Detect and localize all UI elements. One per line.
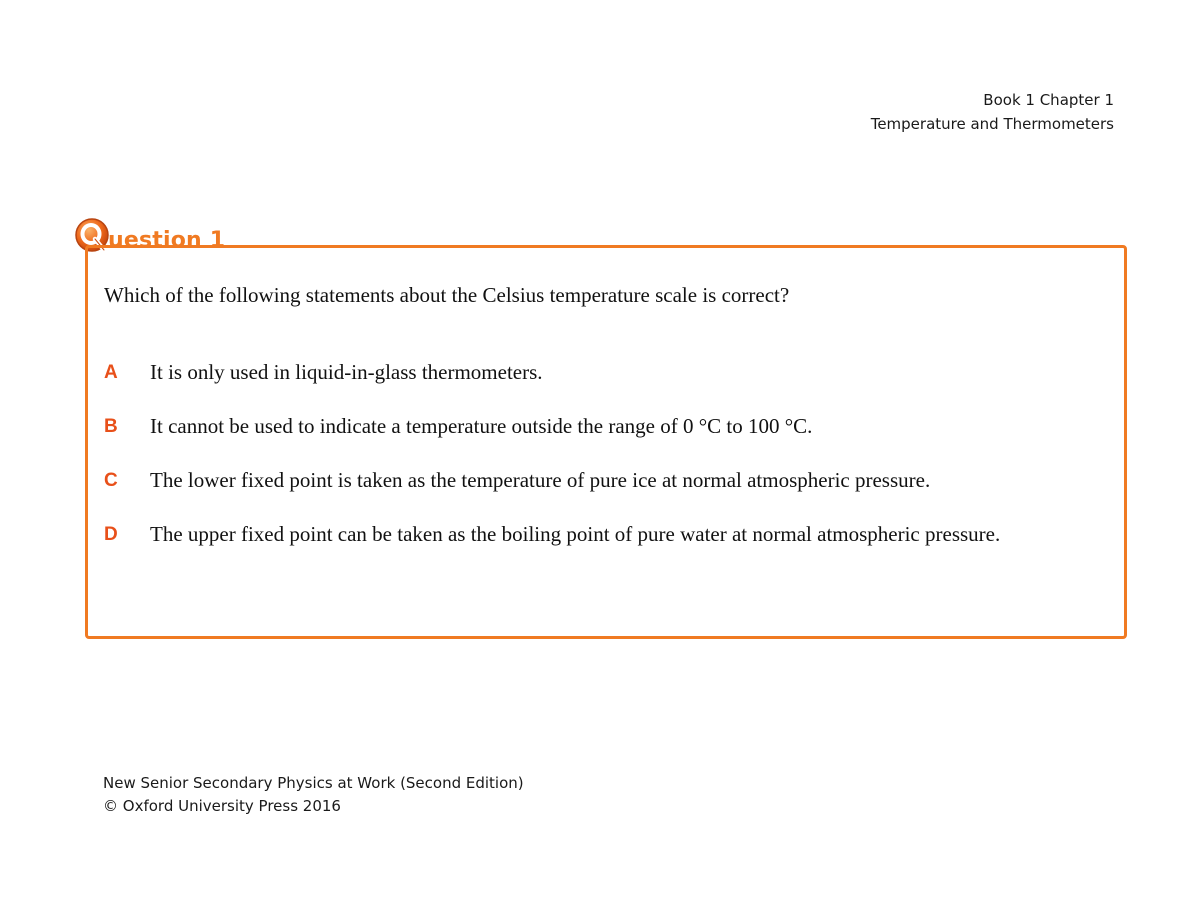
- option-text: It is only used in liquid-in-glass thermometers.: [150, 360, 543, 384]
- option-a: [104, 360, 1064, 391]
- option-c: [104, 468, 1064, 499]
- page-header: [871, 88, 1114, 136]
- option-text: It cannot be used to indicate a temperature outside the range of 0 °C to 100 °C.: [150, 414, 813, 438]
- option-text: The upper fixed point can be taken as the boiling point of pure water at normal atmospheric pressure.: [150, 522, 1001, 546]
- option-letter: D: [104, 524, 118, 545]
- page-footer: [103, 772, 524, 818]
- footer-copyright: © Oxford University Press 2016: [103, 797, 341, 815]
- question-title: uestion 1: [108, 228, 226, 253]
- option-d: [104, 522, 1064, 553]
- footer-book-title: New Senior Secondary Physics at Work (Second Edition): [103, 774, 524, 792]
- option-letter: A: [104, 362, 118, 383]
- option-b: [104, 414, 1064, 445]
- option-letter: C: [104, 470, 118, 491]
- option-letter: B: [104, 416, 118, 437]
- question-stem: Which of the following statements about the Celsius temperature scale is correct?: [104, 283, 790, 307]
- option-text: The lower fixed point is taken as the temperature of pure ice at normal atmospheric pressure.: [150, 468, 931, 492]
- header-book-chapter: Book 1 Chapter 1: [983, 91, 1114, 109]
- question-logo-letter: [74, 255, 75, 256]
- header-chapter-title: Temperature and Thermometers: [870, 115, 1114, 133]
